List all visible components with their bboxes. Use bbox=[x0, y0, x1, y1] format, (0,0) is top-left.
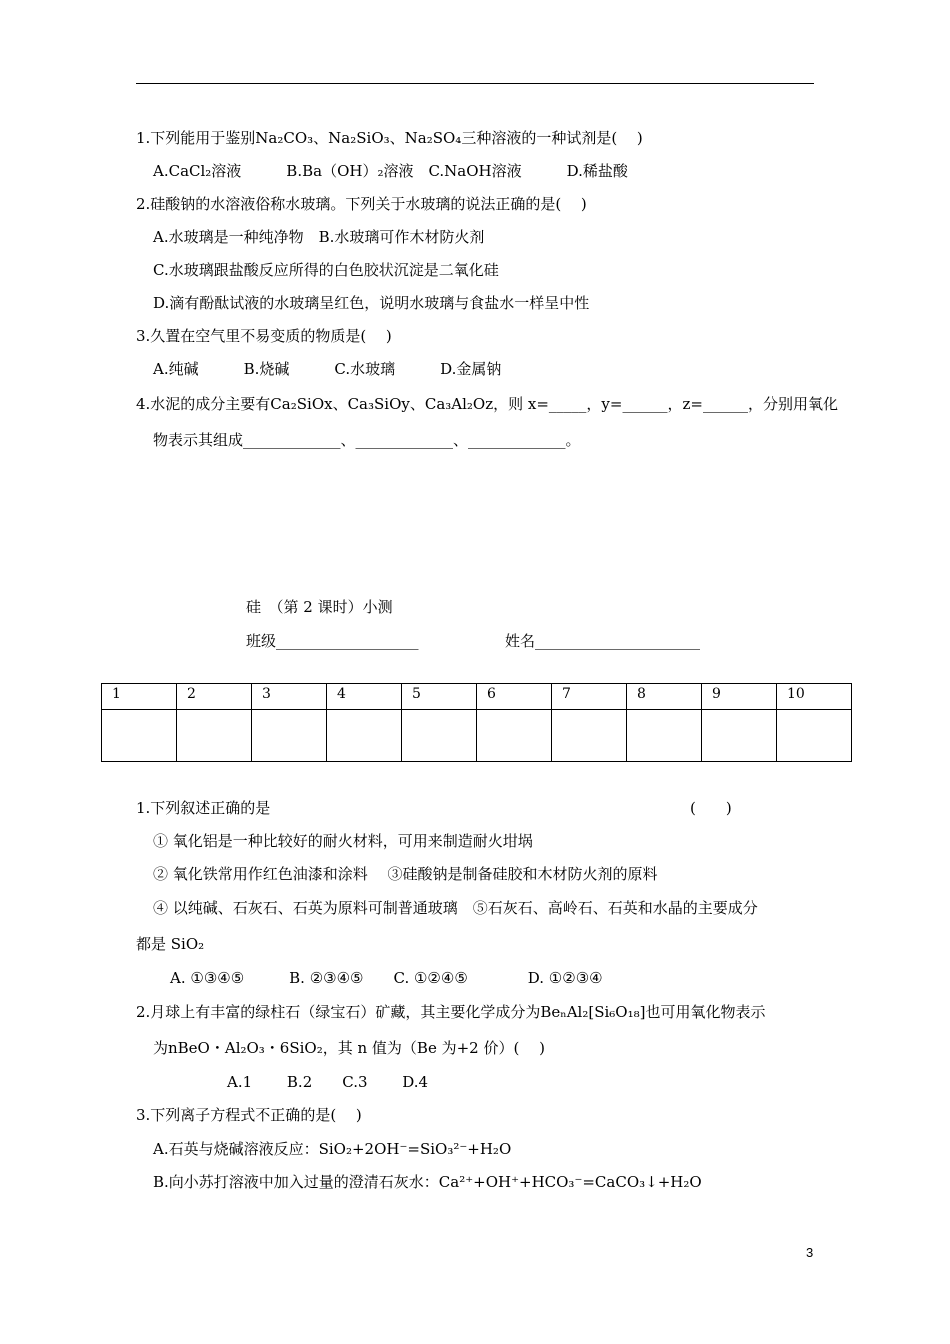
answer-blank-cell[interactable] bbox=[627, 710, 702, 762]
answer-blank-cell[interactable] bbox=[477, 710, 552, 762]
answer-table bbox=[101, 683, 852, 762]
p2-q1-stem: 1.下列叙述正确的是 bbox=[136, 799, 271, 817]
p2-q1-statement-2-3: ② 氧化铁常用作红色油漆和涂料 ③硅酸钠是制备硅胶和木材防火剂的原料 bbox=[153, 865, 658, 883]
p1-q1-options: A.CaCl₂溶液 B.Ba（OH）₂溶液 C.NaOH溶液 D.稀盐酸 bbox=[153, 162, 628, 180]
answer-blank-cell[interactable] bbox=[777, 710, 852, 762]
answer-header-cell: 6 bbox=[477, 684, 552, 710]
p2-q3-option-b: B.向小苏打溶液中加入过量的澄清石灰水：Ca²⁺+OH⁺+HCO₃⁻=CaCO₃↓+H₂O bbox=[153, 1173, 702, 1191]
answer-header-cell: 5 bbox=[402, 684, 477, 710]
answer-blank-cell[interactable] bbox=[702, 710, 777, 762]
p1-q2-option-c: C.水玻璃跟盐酸反应所得的白色胶状沉淀是二氧化硅 bbox=[153, 261, 499, 279]
p2-q2-options: A.1 B.2 C.3 D.4 bbox=[227, 1073, 429, 1091]
p2-q3-stem: 3.下列离子方程式不正确的是( ) bbox=[136, 1106, 362, 1124]
p1-q2-option-d: D.滴有酚酞试液的水玻璃呈红色，说明水玻璃与食盐水一样呈中性 bbox=[153, 294, 590, 312]
answer-header-cell: 2 bbox=[177, 684, 252, 710]
header-rule bbox=[136, 83, 814, 84]
p2-q3-option-a: A.石英与烧碱溶液反应：SiO₂+2OH⁻=SiO₃²⁻+H₂O bbox=[153, 1140, 512, 1158]
p1-q4-line1: 4.水泥的成分主要有Ca₂SiOx、Ca₃SiOy、Ca₃Al₂Oz，则 x=_____，y=______，z=______，分别用氧化 bbox=[136, 395, 838, 413]
answer-header-cell: 8 bbox=[627, 684, 702, 710]
p1-q2-options-ab: A.水玻璃是一种纯净物 B.水玻璃可作木材防火剂 bbox=[153, 228, 485, 246]
p2-q1-options: A. ①③④⑤ B. ②③④⑤ C. ①②④⑤ D. ①②③④ bbox=[170, 969, 603, 987]
answer-header-cell: 4 bbox=[327, 684, 402, 710]
answer-blank-cell[interactable] bbox=[177, 710, 252, 762]
answer-blank-cell[interactable] bbox=[552, 710, 627, 762]
p2-q1-statement-1: ① 氧化铝是一种比较好的耐火材料，可用来制造耐火坩埚 bbox=[153, 832, 533, 850]
answer-blank-cell[interactable] bbox=[402, 710, 477, 762]
p1-q3-stem: 3.久置在空气里不易变质的物质是( ) bbox=[136, 327, 392, 345]
answer-blank-cell[interactable] bbox=[102, 710, 177, 762]
answer-table-blank-row bbox=[102, 710, 852, 762]
p1-q1-stem: 1.下列能用于鉴别Na₂CO₃、Na₂SiO₃、Na₂SO₄三种溶液的一种试剂是( ) bbox=[136, 129, 643, 147]
name-field: 姓名______________________ bbox=[505, 632, 701, 650]
answer-header-cell: 9 bbox=[702, 684, 777, 710]
p2-q1-answer-paren: ( ) bbox=[690, 799, 732, 817]
answer-header-cell: 7 bbox=[552, 684, 627, 710]
p2-q2-line2: 为nBeO・Al₂O₃・6SiO₂，其 n 值为（Be 为+2 价）( ) bbox=[153, 1039, 545, 1057]
quiz-title: 硅 （第 2 课时）小测 bbox=[246, 598, 393, 616]
answer-header-cell: 10 bbox=[777, 684, 852, 710]
page-number: 3 bbox=[806, 1245, 814, 1260]
p1-q4-line2: 物表示其组成_____________、_____________、_____________。 bbox=[153, 431, 581, 449]
answer-header-cell: 1 bbox=[102, 684, 177, 710]
p2-q1-statement-4-5: ④ 以纯碱、石灰石、石英为原料可制普通玻璃 ⑤石灰石、高岭石、石英和水晶的主要成分 bbox=[153, 899, 758, 917]
class-field: 班级___________________ bbox=[246, 632, 419, 650]
p1-q2-stem: 2.硅酸钠的水溶液俗称水玻璃。下列关于水玻璃的说法正确的是( ) bbox=[136, 195, 587, 213]
p2-q2-line1: 2.月球上有丰富的绿柱石（绿宝石）矿藏，其主要化学成分为BeₙAl₂[Si₆O₁₈]也可用氧化物表示 bbox=[136, 1003, 766, 1021]
answer-blank-cell[interactable] bbox=[252, 710, 327, 762]
answer-blank-cell[interactable] bbox=[327, 710, 402, 762]
answer-header-cell: 3 bbox=[252, 684, 327, 710]
p1-q3-options: A.纯碱 B.烧碱 C.水玻璃 D.金属钠 bbox=[153, 360, 502, 378]
answer-table-header-row bbox=[102, 684, 852, 710]
p2-q1-statement-5-cont: 都是 SiO₂ bbox=[136, 935, 205, 953]
